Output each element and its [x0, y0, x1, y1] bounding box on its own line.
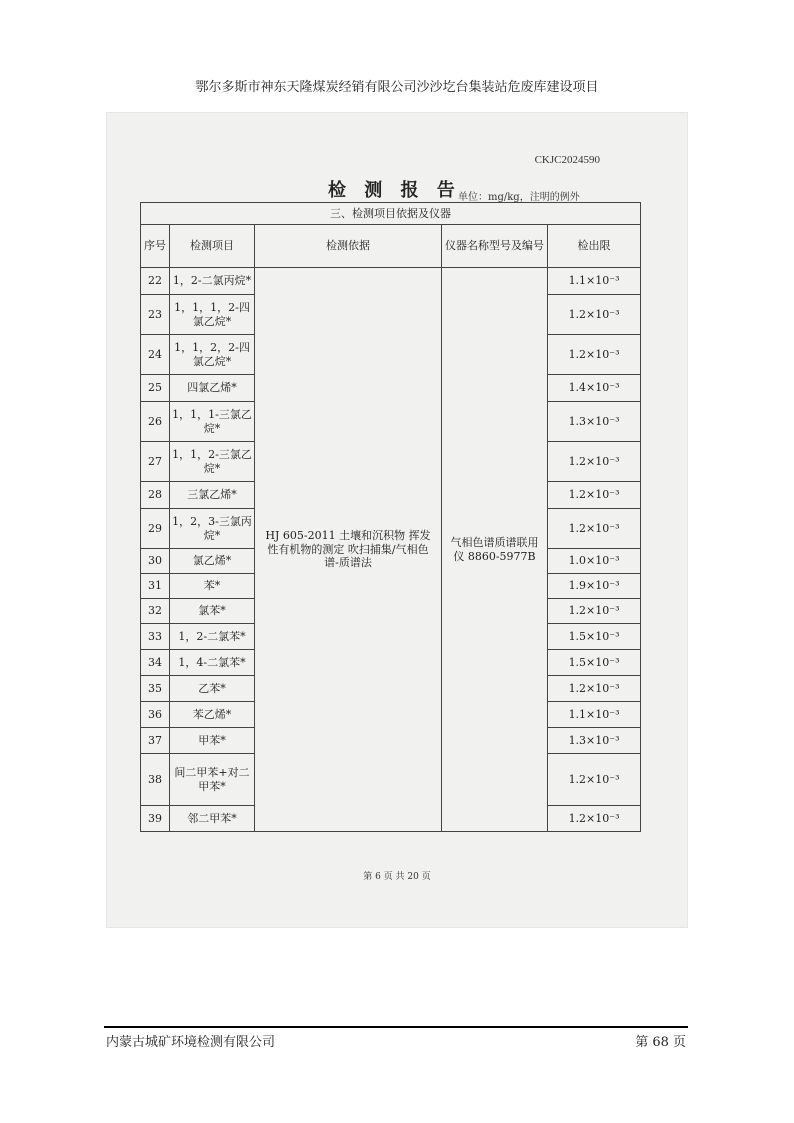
row-limit: 1.2×10⁻³	[548, 509, 641, 549]
row-seq: 23	[141, 295, 170, 335]
row-seq: 34	[141, 650, 170, 676]
row-limit: 1.2×10⁻³	[548, 442, 641, 482]
footer-page-number: 第 68 页	[635, 1035, 686, 1050]
row-limit: 1.2×10⁻³	[548, 806, 641, 832]
header-basis: 检测依据	[255, 225, 442, 268]
row-limit: 1.1×10⁻³	[548, 268, 641, 295]
row-item: 1，1，1，2-四氯乙烷*	[170, 295, 255, 335]
row-limit: 1.2×10⁻³	[548, 482, 641, 509]
row-seq: 29	[141, 509, 170, 549]
row-seq: 38	[141, 754, 170, 806]
row-seq: 39	[141, 806, 170, 832]
row-limit: 1.0×10⁻³	[548, 549, 641, 574]
basis-cell: HJ 605-2011 土壤和沉积物 挥发性有机物的测定 吹扫捕集/气相色谱-质谱法	[255, 268, 442, 832]
row-limit: 1.5×10⁻³	[548, 650, 641, 676]
section-title: 三、检测项目依据及仪器	[141, 203, 641, 225]
footer-rule	[104, 1026, 688, 1028]
row-item: 间二甲苯+对二甲苯*	[170, 754, 255, 806]
row-item: 甲苯*	[170, 728, 255, 754]
row-seq: 35	[141, 676, 170, 702]
report-number: CKJC2024590	[534, 154, 600, 166]
row-limit: 1.4×10⁻³	[548, 375, 641, 402]
detection-table	[140, 202, 641, 832]
table-row	[141, 268, 641, 295]
row-limit: 1.9×10⁻³	[548, 574, 641, 599]
row-item: 1，2-二氯苯*	[170, 624, 255, 650]
row-seq: 32	[141, 599, 170, 624]
row-seq: 31	[141, 574, 170, 599]
footer-company: 内蒙古城矿环境检测有限公司	[106, 1035, 276, 1050]
instrument-cell: 气相色谱质谱联用仪 8860-5977B	[442, 268, 548, 832]
row-item: 氯苯*	[170, 599, 255, 624]
row-limit: 1.2×10⁻³	[548, 599, 641, 624]
row-item: 1，1，1-三氯乙烷*	[170, 402, 255, 442]
row-item: 氯乙烯*	[170, 549, 255, 574]
row-limit: 1.1×10⁻³	[548, 702, 641, 728]
row-item: 1，1，2，2-四氯乙烷*	[170, 335, 255, 375]
row-item: 苯*	[170, 574, 255, 599]
row-item: 三氯乙烯*	[170, 482, 255, 509]
row-seq: 24	[141, 335, 170, 375]
row-limit: 1.5×10⁻³	[548, 624, 641, 650]
row-limit: 1.2×10⁻³	[548, 335, 641, 375]
row-seq: 28	[141, 482, 170, 509]
row-item: 苯乙烯*	[170, 702, 255, 728]
row-item: 邻二甲苯*	[170, 806, 255, 832]
row-seq: 27	[141, 442, 170, 482]
row-limit: 1.2×10⁻³	[548, 295, 641, 335]
row-seq: 30	[141, 549, 170, 574]
row-item: 乙苯*	[170, 676, 255, 702]
report-page-footer: 第 6 页 共 20 页	[363, 872, 431, 882]
row-seq: 25	[141, 375, 170, 402]
row-item: 1，2-二氯丙烷*	[170, 268, 255, 295]
row-limit: 1.3×10⁻³	[548, 728, 641, 754]
header-limit: 检出限	[548, 225, 641, 268]
row-seq: 37	[141, 728, 170, 754]
row-limit: 1.2×10⁻³	[548, 754, 641, 806]
table-body	[141, 268, 641, 832]
row-item: 1，4-二氯苯*	[170, 650, 255, 676]
row-seq: 36	[141, 702, 170, 728]
row-limit: 1.2×10⁻³	[548, 676, 641, 702]
scanned-report	[106, 112, 688, 928]
page-header: 鄂尔多斯市神东天隆煤炭经销有限公司沙沙圪台集装站危废库建设项目	[195, 80, 599, 95]
header-seq: 序号	[141, 225, 170, 268]
row-item: 1，1，2-三氯乙烷*	[170, 442, 255, 482]
unit-note: 单位：mg/kg，注明的例外	[458, 192, 580, 203]
row-limit: 1.3×10⁻³	[548, 402, 641, 442]
row-seq: 33	[141, 624, 170, 650]
row-seq: 22	[141, 268, 170, 295]
row-item: 1，2，3-三氯丙烷*	[170, 509, 255, 549]
report-title: 检 测 报 告	[328, 180, 461, 201]
header-instrument: 仪器名称型号及编号	[442, 225, 548, 268]
row-seq: 26	[141, 402, 170, 442]
row-item: 四氯乙烯*	[170, 375, 255, 402]
header-item: 检测项目	[170, 225, 255, 268]
